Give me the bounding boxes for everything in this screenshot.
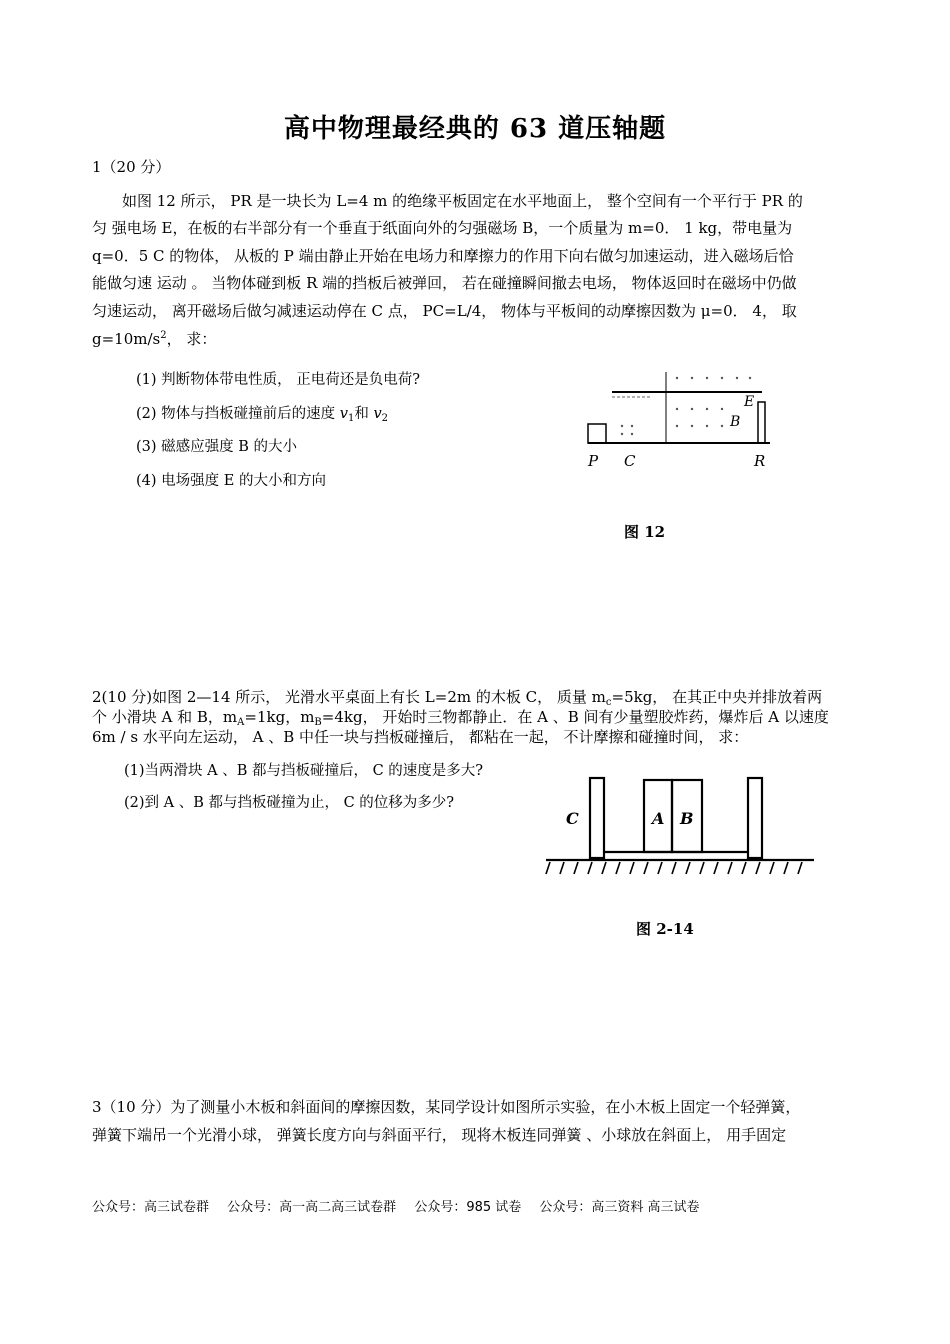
label-c: C (624, 452, 636, 470)
figure-12-caption: 图 12 (624, 523, 666, 541)
problem1-text-line: 如图 12 所示， PR 是一块长为 L=4 m 的绝缘平板固定在水平地面上， 整个空间有一个平行于 PR 的 (122, 192, 803, 210)
footer (92, 1196, 714, 1215)
g-value: g=10m/s (92, 330, 161, 348)
problem2-text-line: 2(10 分)如图 2—14 所示， 光滑水平桌面上有长 L=2m 的木板 C， 质量 $m_c=5kg$， 在其正中央并排放着两 (92, 688, 823, 708)
problem1-text-line: 能做匀速 运动 。 当物体碰到板 R 端的挡板后被弹回， 若在碰撞瞬间撤去电场， 物体返回时在磁场中仍做 (92, 274, 797, 292)
label-e: E (744, 394, 755, 410)
label-p: P (588, 452, 599, 470)
problem1-text-line: 匀速运动， 离开磁场后做匀减速运动停在 C 点， PC=L/4， 物体与平板间的动摩擦因数为 μ=0． 4， 取 (92, 302, 797, 320)
footer-item: 公众号：985 试卷 (414, 1200, 522, 1215)
problem3-text-line: 弹簧下端吊一个光滑小球， 弹簧长度方向与斜面平行， 现将木板连同弹簧 、小球放在斜面上， 用手固定 (92, 1126, 787, 1144)
figure-12-diagram (582, 364, 782, 476)
footer-item: 公众号：高一高二高三试卷群 (227, 1200, 397, 1215)
problem1-question-1: (1) 判断物体带电性质， 正电荷还是负电荷? (136, 372, 421, 388)
label-b: B (730, 414, 741, 430)
page-title: 高中物理最经典的 63 道压轴题 (283, 114, 667, 144)
ground-hatching (546, 862, 802, 874)
label-c: C (566, 809, 579, 828)
problem1-g-line (92, 328, 216, 349)
problem2-question-1: (1)当两滑块 A 、B 都与挡板碰撞后， C 的速度是多大? (124, 763, 484, 779)
problem2-text-line: 个 小滑块 A 和 B，$m_A=1kg$，$m_B=4kg$， 开始时三物都静止．在 A 、B 间有少量塑胶炸药，爆炸后 A 以速度 (92, 708, 829, 728)
footer-item: 公众号：高三试卷群 (92, 1200, 210, 1215)
baffle (758, 402, 765, 443)
problem1-header: 1（20 分） (92, 158, 171, 176)
label-b: B (680, 809, 694, 828)
block (588, 424, 606, 443)
g-after: ， 求： (166, 330, 217, 348)
problem1-question-2: (2) 物体与挡板碰撞前后的速度 $v_1$和 $v_2$ (136, 406, 389, 424)
footer-item: 公众号：高三资料 高三试卷 (539, 1200, 700, 1215)
problem1-question-3: (3) 磁感应强度 B 的大小 (136, 439, 298, 455)
right-wall (748, 778, 762, 858)
problem2-text-line: 6m / s 水平向左运动， A 、B 中任一块与挡板碰撞后， 都粘在一起， 不计摩擦和碰撞时间， 求： (92, 728, 749, 746)
problem3-text-line: 3（10 分）为了测量小木板和斜面间的摩擦因数，某同学设计如图所示实验，在小木板上固定一个轻弹簧， (92, 1098, 801, 1116)
label-r: R (754, 452, 766, 470)
g-exponent: 2 (160, 330, 167, 341)
label-a: A (652, 809, 665, 828)
problem1-text-line: 匀 强电场 E，在板的右半部分有一个垂直于纸面向外的匀强磁场 B，一个质量为 m=0． 1 kg，带电量为 (92, 219, 793, 237)
left-wall (590, 778, 604, 858)
problem1-text-line: q=0．5 C 的物体， 从板的 P 端由静止开始在电场力和摩擦力的作用下向右做匀加速运动，进入磁场后恰 (92, 247, 794, 265)
problem1-question-4: (4) 电场强度 E 的大小和方向 (136, 473, 326, 489)
problem2-question-2: (2)到 A 、B 都与挡板碰撞为止， C 的位移为多少? (124, 795, 455, 811)
figure-2-14-diagram (540, 770, 820, 880)
figure-2-14-caption: 图 2-14 (636, 920, 694, 938)
